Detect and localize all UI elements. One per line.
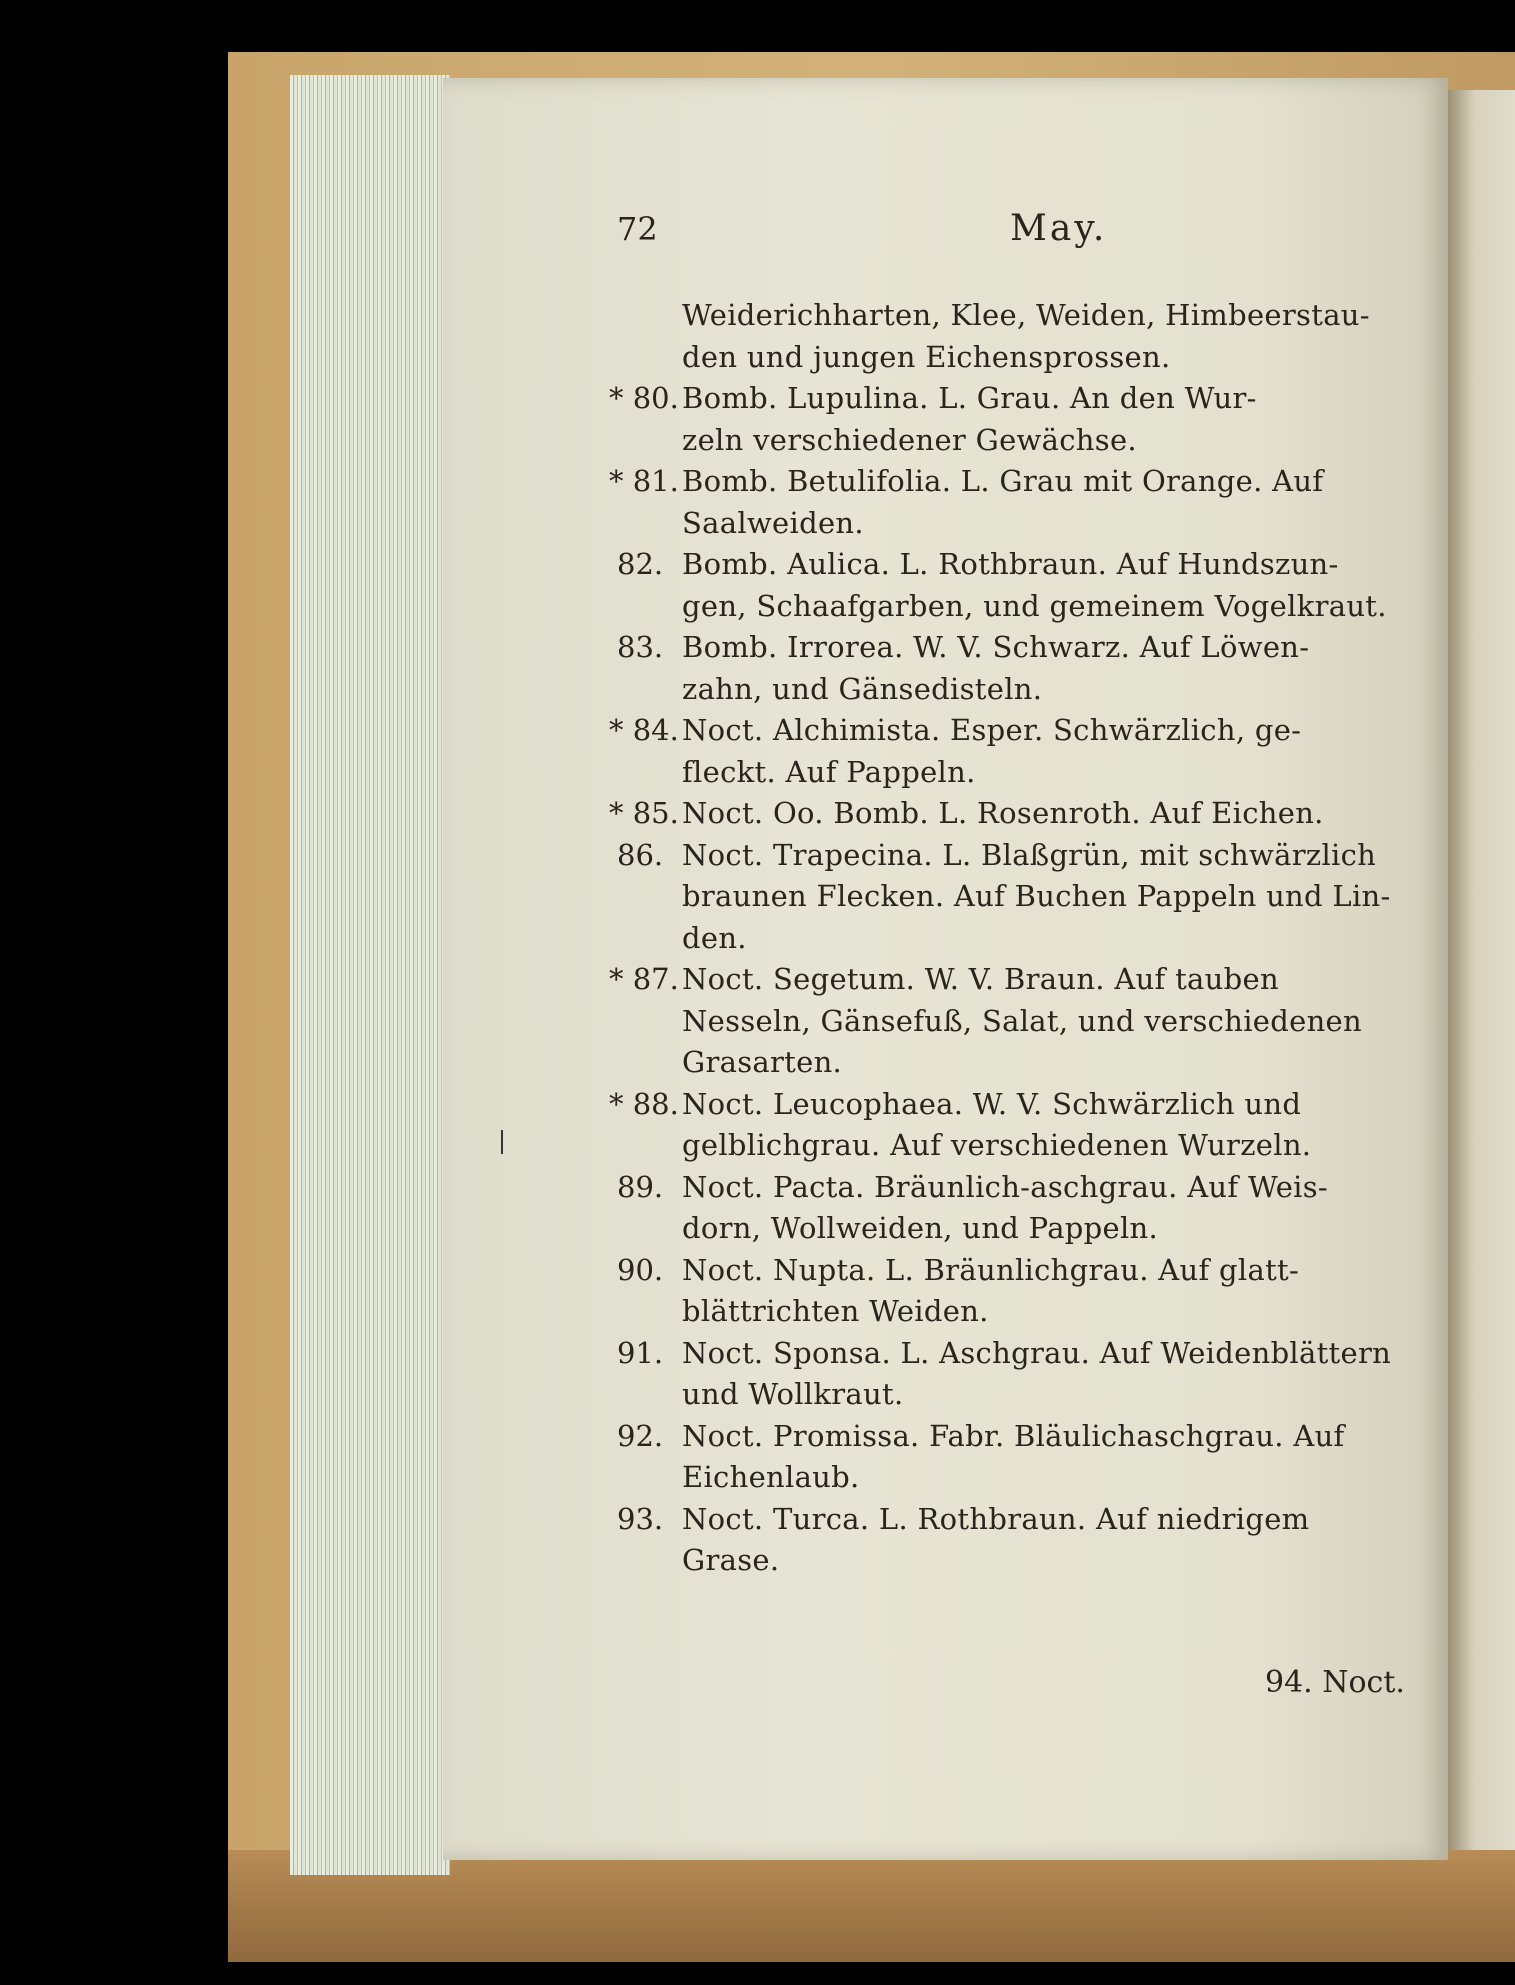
text-line bbox=[617, 1211, 1417, 1253]
line-text: Eichenlaub. bbox=[682, 1460, 860, 1494]
text-line bbox=[617, 1460, 1417, 1502]
page-body bbox=[609, 298, 1417, 1628]
line-text: blättrichten Weiden. bbox=[682, 1294, 989, 1328]
text-line bbox=[617, 298, 1417, 340]
entry-number: 89. bbox=[617, 1169, 664, 1204]
line-text: Bomb. Betulifolia. L. Grau mit Orange. Auf bbox=[682, 464, 1324, 498]
line-text: Weiderichharten, Klee, Weiden, Himbeerstau- bbox=[682, 298, 1370, 332]
page-edges bbox=[290, 75, 450, 1875]
text-line bbox=[617, 1294, 1417, 1336]
text-line bbox=[609, 381, 1417, 423]
text-line bbox=[609, 962, 1417, 1004]
line-text: Noct. Nupta. L. Bräunlichgrau. Auf glatt- bbox=[682, 1252, 1300, 1287]
line-text: gen, Schaafgarben, und gemeinem Vogelkraut. bbox=[682, 588, 1387, 623]
entry-number: * 88. bbox=[609, 1086, 679, 1121]
text-line bbox=[617, 589, 1417, 631]
line-text: Grasarten. bbox=[682, 1045, 843, 1079]
text-line bbox=[617, 1170, 1417, 1212]
line-text: Bomb. Irrorea. W. V. Schwarz. Auf Löwen- bbox=[682, 630, 1310, 664]
line-text: Noct. Segetum. W. V. Braun. Auf tauben bbox=[682, 962, 1279, 996]
line-text: gelblichgrau. Auf verschiedenen Wurzeln. bbox=[682, 1128, 1312, 1162]
entry-number: * 87. bbox=[609, 962, 679, 996]
text-line bbox=[617, 879, 1417, 921]
line-text: Bomb. Aulica. L. Rothbraun. Auf Hundszun- bbox=[682, 547, 1339, 581]
entry-number: 93. bbox=[617, 1501, 664, 1536]
line-text: Nesseln, Gänsefuß, Salat, und verschiedenen bbox=[682, 1003, 1362, 1038]
entry-number: 92. bbox=[617, 1418, 664, 1453]
facing-page-edge bbox=[1448, 90, 1515, 1850]
line-text: fleckt. Auf Pappeln. bbox=[682, 754, 976, 789]
entry-number: 91. bbox=[617, 1335, 664, 1370]
line-text: Saalweiden. bbox=[682, 505, 864, 540]
text-line bbox=[617, 1543, 1417, 1585]
text-line bbox=[617, 1253, 1417, 1295]
page-number: 72 bbox=[617, 210, 658, 248]
entry-number: 90. bbox=[617, 1252, 664, 1287]
line-text: Grase. bbox=[682, 1543, 780, 1577]
text-line bbox=[617, 1377, 1417, 1419]
line-text: Noct. Sponsa. L. Aschgrau. Auf Weidenblättern bbox=[682, 1335, 1392, 1370]
text-line bbox=[617, 1419, 1417, 1461]
text-line bbox=[617, 547, 1417, 589]
entry-number: 83. bbox=[617, 630, 664, 664]
text-line bbox=[617, 1004, 1417, 1046]
entry-number: * 81. bbox=[609, 464, 679, 498]
entry-number: * 80. bbox=[609, 381, 679, 415]
text-line bbox=[609, 464, 1417, 506]
entry-number: 86. bbox=[617, 837, 664, 872]
line-text: braunen Flecken. Auf Buchen Pappeln und Lin- bbox=[682, 879, 1391, 913]
line-text: zeln verschiedener Gewächse. bbox=[682, 422, 1137, 457]
text-line bbox=[617, 1128, 1417, 1170]
margin-mark bbox=[501, 1130, 503, 1154]
text-line bbox=[617, 838, 1417, 880]
line-text: Noct. Trapecina. L. Blaßgrün, mit schwärzlich bbox=[682, 837, 1377, 872]
line-text: und Wollkraut. bbox=[682, 1377, 904, 1411]
line-text: Noct. Turca. L. Rothbraun. Auf niedrigem bbox=[682, 1501, 1310, 1536]
text-line bbox=[617, 921, 1417, 963]
line-text: Noct. Oo. Bomb. L. Rosenroth. Auf Eichen. bbox=[682, 796, 1324, 830]
line-text: Bomb. Lupulina. L. Grau. An den Wur- bbox=[682, 381, 1257, 415]
line-text: dorn, Wollweiden, und Pappeln. bbox=[682, 1211, 1159, 1245]
text-line bbox=[609, 1086, 1417, 1129]
entry-number: * 85. bbox=[609, 796, 679, 830]
line-text: den. bbox=[682, 920, 747, 955]
text-line bbox=[617, 340, 1417, 382]
line-text: den und jungen Eichensprossen. bbox=[682, 339, 1171, 374]
text-line bbox=[617, 1336, 1417, 1378]
text-line bbox=[609, 713, 1417, 755]
line-text: Noct. Alchimista. Esper. Schwärzlich, ge- bbox=[682, 713, 1302, 747]
entry-number: * 84. bbox=[609, 713, 679, 747]
line-text: Noct. Promissa. Fabr. Bläulichaschgrau. Auf bbox=[682, 1418, 1345, 1453]
page-title: May. bbox=[1010, 208, 1108, 249]
text-line bbox=[617, 755, 1417, 797]
line-text: Noct. Pacta. Bräunlich-aschgrau. Auf Weis- bbox=[682, 1169, 1329, 1204]
line-text: Noct. Leucophaea. W. V. Schwärzlich und bbox=[682, 1086, 1302, 1121]
text-line bbox=[617, 1045, 1417, 1087]
text-line bbox=[617, 506, 1417, 548]
catchword: 94. Noct. bbox=[1265, 1665, 1405, 1700]
text-line bbox=[617, 630, 1417, 672]
text-line bbox=[609, 796, 1417, 838]
entry-number: 82. bbox=[617, 547, 664, 581]
text-line bbox=[617, 423, 1417, 465]
text-line bbox=[617, 1502, 1417, 1544]
text-line bbox=[617, 672, 1417, 714]
line-text: zahn, und Gänsedisteln. bbox=[682, 671, 1043, 706]
